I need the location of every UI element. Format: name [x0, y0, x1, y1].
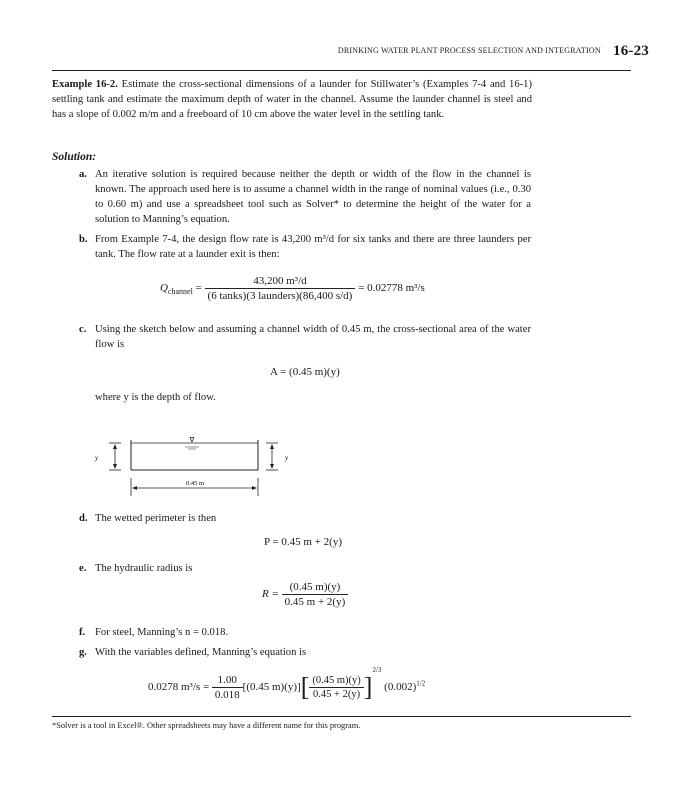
step-c-text: Using the sketch below and assuming a channel width of 0.45 m, the cross-sectional area of the water flow is	[95, 324, 531, 350]
flow-eq-denominator: (6 tanks)(3 launders)(86,400 s/d)	[207, 290, 353, 302]
channel-sketch	[85, 430, 295, 500]
manning-eq-coef-den: 0.018	[214, 688, 240, 701]
flow-eq-numerator: 43,200 m³/d	[205, 275, 356, 289]
radius-eq-denominator: 0.45 m + 2(y)	[284, 596, 346, 608]
step-e	[79, 561, 531, 576]
radius-eq-fraction	[282, 581, 349, 608]
running-title: DRINKING WATER PLANT PROCESS SELECTION AND INTEGRATION	[337, 46, 601, 55]
running-header	[338, 43, 649, 60]
manning-eq-lhs: 0.0278 m³/s =	[148, 681, 210, 693]
page-number: 16-23	[613, 43, 649, 59]
step-b-text: From Example 7-4, the design flow rate is 43,200 m³/d for six tanks and there are three launders per tank. The flow rate at a launder exit is then:	[95, 234, 531, 260]
flow-eq-fraction	[205, 275, 356, 302]
step-g-text: With the variables defined, Manning’s equation is	[95, 647, 307, 658]
manning-eq-exponent: 2/3	[372, 666, 382, 674]
area-equation: A = (0.45 m)(y)	[270, 366, 340, 378]
step-g-label: g.	[79, 647, 87, 658]
sketch-width-label: 0.45 m	[185, 480, 205, 487]
example-statement	[52, 77, 532, 122]
radius-eq-numerator: (0.45 m)(y)	[282, 581, 349, 595]
step-d-text: The wetted perimeter is then	[95, 513, 217, 524]
manning-eq-radius	[309, 675, 363, 700]
footnote: *Solver is a tool in Excel®. Other spreadsheets may have a different name for this program.	[52, 721, 361, 730]
manning-eq-coefficient	[212, 674, 243, 701]
depth-definition: where y is the depth of flow.	[95, 392, 216, 403]
example-text: Estimate the cross-sectional dimensions of a launder for Stillwater’s (Examples 7-4 and 16-1) settling tank and estimate the maximum depth of water in the channel. Assume the launder channel is steel and has a slope of 0.002 m/m and a freeboard of 10 cm above the water level in the settling tank.	[52, 79, 532, 120]
step-f-label: f.	[79, 627, 86, 638]
step-c	[79, 322, 531, 352]
step-e-text: The hydraulic radius is	[95, 563, 193, 574]
step-c-label: c.	[79, 324, 87, 335]
footnote-rule	[52, 716, 631, 717]
step-f-text: For steel, Manning’s n = 0.018.	[95, 627, 229, 638]
step-g	[79, 645, 531, 660]
flow-eq-sub: channel	[167, 287, 193, 297]
header-rule	[52, 70, 631, 71]
manning-equation: 0.0278 m³/s = $\frac{1.00}{0.018}$ [(0.45 m)(y)][ $\frac{(0.45 m)(y)}{0.45 + 2(y)}$ ]$^{2/3}$ $(0.002)^{1/2}$	[148, 666, 426, 702]
manning-eq-slope-exponent: 1/2	[416, 679, 426, 688]
flow-equation: $Q_{channel}$ = $\frac{\text{43,200 m³/d}}{\text{(6 tanks)(3 launders)(86,400 s/d)}}$ = 0.02778 m³/s	[160, 275, 425, 302]
manning-eq-radius-den: 0.45 + 2(y)	[313, 688, 361, 700]
step-e-label: e.	[79, 563, 87, 574]
radius-eq-lhs: R =	[262, 588, 279, 601]
water-surface-icon: ∇	[189, 436, 195, 444]
sketch-depth-left: y	[95, 454, 99, 462]
step-b	[79, 232, 531, 262]
flow-eq-lhs: Q	[160, 282, 168, 295]
solution-heading: Solution:	[52, 151, 97, 163]
manning-eq-slope: (0.002)	[384, 681, 417, 693]
example-label: Example 16-2.	[52, 79, 118, 90]
step-b-label: b.	[79, 234, 88, 245]
radius-equation	[262, 581, 348, 608]
step-d-label: d.	[79, 513, 88, 524]
step-a-label: a.	[79, 169, 87, 180]
step-a	[79, 167, 531, 227]
step-a-text: An iterative solution is required because neither the depth or width of the flow in the channel is known. The approach used here is to assume a channel width in the range of nominal values (i.e., 0.30 to 0.60 m) and use a spreadsheet tool such as Solver* to determine the height of the water for a solution to Manning’s equation.	[95, 169, 531, 225]
flow-eq-rhs: = 0.02778 m³/s	[358, 282, 425, 295]
manning-eq-area: [(0.45 m)(y)]	[242, 681, 301, 693]
perimeter-equation: P = 0.45 m + 2(y)	[264, 536, 342, 548]
manning-eq-radius-num: (0.45 m)(y)	[309, 675, 363, 688]
sketch-depth-right: y	[285, 454, 289, 462]
step-d	[79, 511, 531, 526]
step-f	[79, 625, 531, 640]
manning-eq-coef-num: 1.00	[212, 674, 243, 688]
